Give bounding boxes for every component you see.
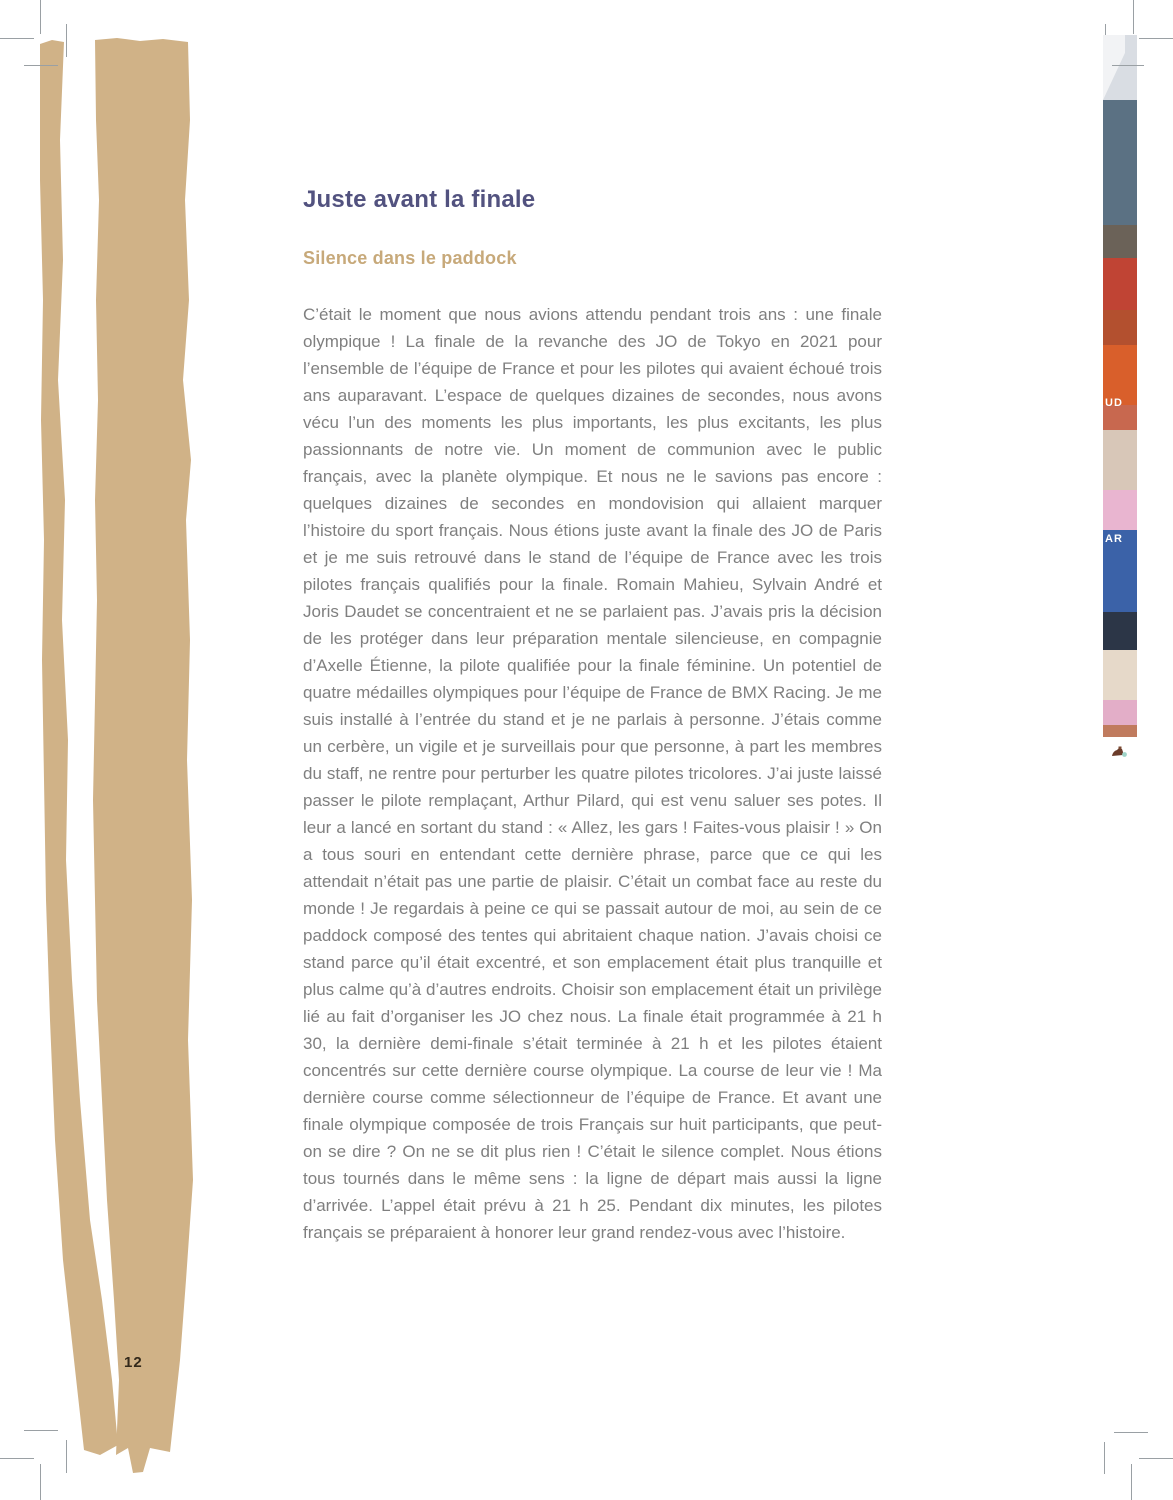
photo-strip-segment <box>1103 612 1137 650</box>
crop-mark <box>1104 1442 1105 1474</box>
photo-strip-highlight <box>1103 35 1125 105</box>
crop-mark <box>1139 1458 1173 1459</box>
photo-strip-segment <box>1103 490 1137 530</box>
page-number: 12 <box>124 1354 143 1371</box>
body-paragraph: C’était le moment que nous avions attendu pendant trois ans : une finale olympique ! La finale de la revanche des JO de Tokyo en 2021 pour l’ensemble de l’équipe de France et pour les pilotes qui avaient échoué trois ans auparavant. L’espace de quelques dizaines de secondes, nous avons vécu l’un des moments les plus importants, les plus excitants, les plus passionnants de notre vie. Un moment de communion avec le public français, avec la planète olympique. Et nous ne le savions pas encore : quelques dizaines de secondes en mondovision qui allaient marquer l’histoire du sport français. Nous étions juste avant la finale des JO de Paris et je me suis retrouvé dans le stand de l’équipe de France avec les trois pilotes français qualifiés pour la finale. Romain Mahieu, Sylvain André et Joris Daudet se concentraient et ne se parlaient pas. J’avais pris la décision de les protéger dans leur préparation mentale silencieuse, en compagnie d’Axelle Étienne, la pilote qualifiée pour la finale féminine. Un potentiel de quatre médailles olympiques pour l’équipe de France de BMX Racing. Je me suis installé à l’entrée du stand et je ne parlais à personne. J’étais comme un cerbère, un vigile et je surveillais pour que personne, à part les membres du staff, ne rentre pour perturber les quatre pilotes tricolores. J’ai juste laissé passer le pilote remplaçant, Arthur Pilard, qui est venu saluer ses potes. Il leur a lancé en sortant du stand : « Allez, les gars ! Faites-vous plaisir ! » On a tous souri en entendant cette dernière phrase, parce que ce qui les attendait n’était pas une partie de plaisir. C’était un combat face au reste du monde ! Je regardais à peine ce qui se passait autour de moi, au sein de ce paddock composé des tentes qui abritaient chaque nation. J’avais choisi ce stand parce qu’il était excentré, et son emplacement était plus tranquille et plus calme qu’à d’autres endroits. Choisir son emplacement était un privilège lié au fait d’organiser les JO chez nous. La finale était programmée à 21 h 30, la dernière demi-finale s’était terminée à 21 h et les pilotes étaient concentrés sur cette dernière course olympique. La course de leur vie ! Ma dernière course comme sélectionneur de l’équipe de France. Et avant une finale olympique composée de trois Français sur huit participants, que peut-on se dire ? On ne se dit plus rien ! C’était le silence complet. Nous étions tous tournés dans le même sens : la ligne de départ mais aussi la ligne d’arrivée. L’appel était prévu à 21 h 25. Pendant dix minutes, les pilotes français se préparaient à honorer leur grand rendez-vous avec l’histoire. <box>303 305 882 1242</box>
crop-mark <box>1133 0 1134 34</box>
photo-strip-segment <box>1103 310 1137 345</box>
photo-strip-segment <box>1103 430 1137 490</box>
crop-mark <box>66 24 67 57</box>
page-title: Juste avant la finale <box>303 186 536 213</box>
photo-strip-letters: UD <box>1105 397 1123 409</box>
crop-mark <box>0 1458 34 1459</box>
photo-strip-segment <box>1103 345 1137 405</box>
brushstroke-wide <box>93 38 193 1473</box>
crop-mark <box>1114 1432 1148 1433</box>
crop-mark <box>66 1440 67 1473</box>
photo-strip-segment <box>1103 225 1137 258</box>
section-subtitle: Silence dans le paddock <box>303 248 517 268</box>
crop-mark <box>40 0 41 34</box>
photo-edge-strip <box>1103 35 1137 737</box>
article <box>303 186 882 1246</box>
crop-mark <box>1112 65 1144 66</box>
crop-mark <box>0 38 34 39</box>
crop-mark <box>1131 1464 1132 1500</box>
photo-strip-segment <box>1103 700 1137 725</box>
photo-strip-segment <box>1103 650 1137 700</box>
photo-strip-segment <box>1103 725 1137 737</box>
photo-strip-segment <box>1103 100 1137 225</box>
photo-strip-segment <box>1103 258 1137 310</box>
crop-mark <box>1139 38 1173 39</box>
crop-mark <box>24 65 58 66</box>
crop-mark <box>24 1430 58 1431</box>
crop-mark <box>40 1464 41 1500</box>
brushstroke-art <box>0 0 220 1500</box>
photo-fragment-icon <box>1110 745 1130 759</box>
photo-strip-letters: AR <box>1105 533 1123 545</box>
